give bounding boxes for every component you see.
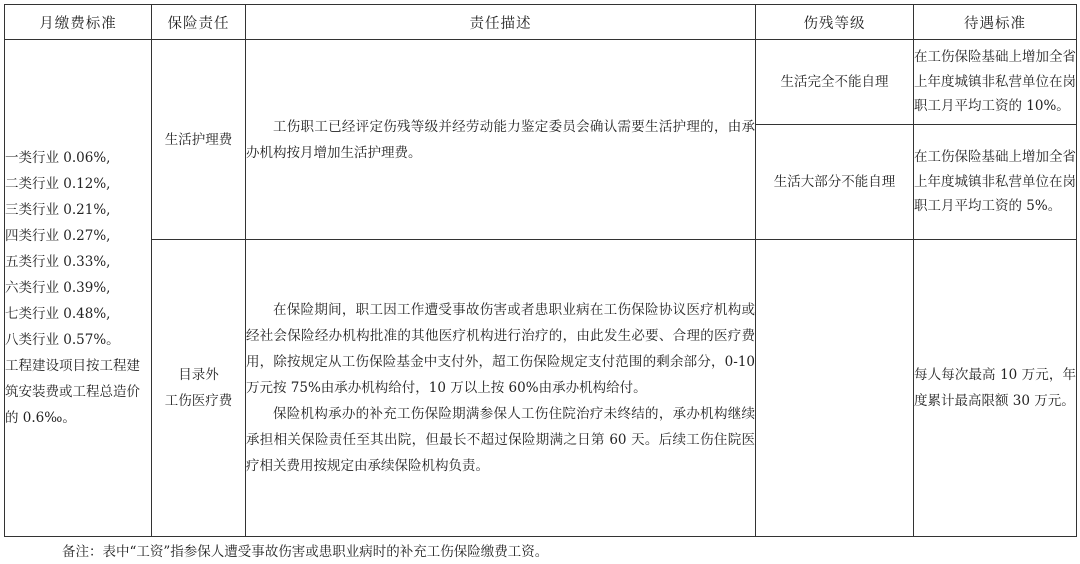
rate-item: 七类行业 0.48%, xyxy=(5,306,111,322)
insurance-table xyxy=(4,4,1077,537)
medical-row xyxy=(5,240,1077,537)
medical-type-line2: 工伤医疗费 xyxy=(164,393,233,409)
rate-item: 三类行业 0.21%, xyxy=(5,202,111,218)
benefit-partial: 在工伤保险基础上增加全省上年度城镇非私营单位在岗职工月平均工资的 5%。 xyxy=(914,125,1077,240)
header-row xyxy=(5,5,1077,40)
nursing-type: 生活护理费 xyxy=(152,40,246,240)
footnote: 备注：表中“工资”指参保人遭受事故伤害或患职业病时的补充工伤保险缴费工资。 xyxy=(62,544,549,560)
medical-paragraph-1: 在保险期间，职工因工作遭受事故伤害或者患职业病在工伤保险协议医疗机构或经社会保险经办机构批准的其他医疗机构进行治疗的，由此发生必要、合理的医疗费用，除按规定从工伤保险基金中支付外，超工伤保险规定支付范围的剩余部分，0-10 万元按 75%由承办机构给付，10 万以上按 60%由承办机构给付。 xyxy=(246,302,755,396)
rate-construction: 工程建设项目按工程建筑安装费或工程总造价的 0.6‰。 xyxy=(5,358,140,426)
rate-item: 八类行业 0.57%。 xyxy=(5,332,120,348)
benefit-complete: 在工伤保险基础上增加全省上年度城镇非私营单位在岗职工月平均工资的 10%。 xyxy=(914,40,1077,125)
rate-item: 六类行业 0.39%, xyxy=(5,280,111,296)
rate-item: 四类行业 0.27%, xyxy=(5,228,111,244)
medical-type-line1: 目录外 xyxy=(178,367,219,383)
medical-benefit: 每人每次最高 10 万元，年度累计最高限额 30 万元。 xyxy=(914,240,1077,537)
nursing-row-1 xyxy=(5,40,1077,125)
rate-item: 五类行业 0.33%, xyxy=(5,254,111,270)
rate-list xyxy=(5,40,152,537)
grade-complete: 生活完全不能自理 xyxy=(756,40,914,125)
header-grade: 伤残等级 xyxy=(756,5,914,40)
rate-item: 一类行业 0.06%, xyxy=(5,150,111,166)
nursing-description: 工伤职工已经评定伤残等级并经劳动能力鉴定委员会确认需要生活护理的，由承办机构按月增加生活护理费。 xyxy=(246,40,756,240)
header-description: 责任描述 xyxy=(246,5,756,40)
medical-type xyxy=(152,240,246,537)
grade-partial: 生活大部分不能自理 xyxy=(756,125,914,240)
medical-grade-empty xyxy=(756,240,914,537)
rate-item: 二类行业 0.12%, xyxy=(5,176,111,192)
medical-paragraph-2: 保险机构承办的补充工伤保险期满参保人工伤住院治疗未终结的，承办机构继续承担相关保险责任至其出院，但最长不超过保险期满之日第 60 天。后续工伤住院医疗相关费用按规定由承续保险机构负责。 xyxy=(246,406,755,474)
medical-description xyxy=(246,240,756,537)
header-rate: 月缴费标准 xyxy=(5,5,152,40)
header-benefit: 待遇标准 xyxy=(914,5,1077,40)
header-type: 保险责任 xyxy=(152,5,246,40)
